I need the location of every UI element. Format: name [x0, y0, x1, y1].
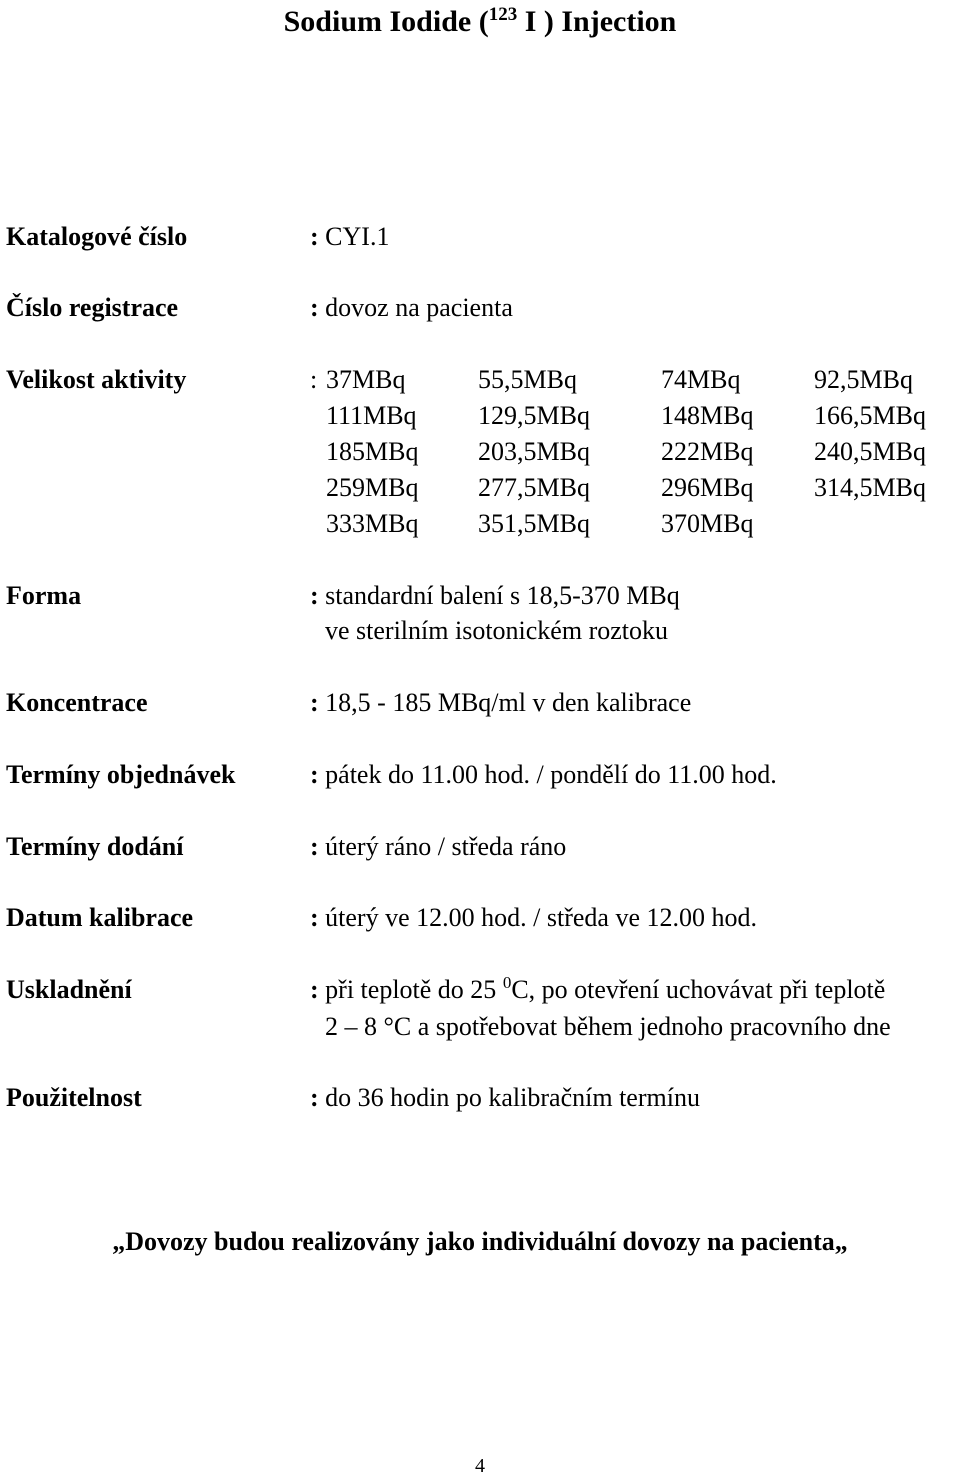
activity-value: 259MBq — [326, 473, 419, 502]
form-value: : standardní balení s 18,5-370 MBq — [310, 581, 680, 610]
activity-label: Velikost aktivity — [6, 365, 187, 394]
title-suffix: I ) Injection — [517, 5, 677, 38]
storage-label: Uskladnění — [6, 975, 132, 1004]
activity-value: 166,5MBq — [814, 401, 926, 430]
delivery-terms-label: Termíny dodání — [6, 832, 184, 861]
footer-note: „Dovozy budou realizovány jako individuální dovozy na pacienta„ — [112, 1227, 848, 1256]
activity-value: 111MBq — [326, 401, 417, 430]
order-terms-value: : pátek do 11.00 hod. / pondělí do 11.00 hod. — [310, 760, 777, 789]
activity-value: 185MBq — [326, 437, 419, 466]
calibration-date-label: Datum kalibrace — [6, 903, 194, 932]
page-title — [0, 2, 960, 42]
activity-value: 314,5MBq — [814, 473, 926, 502]
registration-label: Číslo registrace — [6, 293, 179, 322]
activity-value: 37MBq — [326, 365, 406, 394]
activity-value: 74MBq — [661, 365, 741, 394]
page-number: 4 — [475, 1455, 485, 1477]
title-prefix: Sodium Iodide ( — [283, 5, 489, 38]
title-superscript: 123 — [488, 4, 518, 25]
activity-value: 129,5MBq — [478, 401, 590, 430]
activity-value: 296MBq — [661, 473, 754, 502]
activity-value: 203,5MBq — [478, 437, 590, 466]
usability-label: Použitelnost — [6, 1083, 142, 1112]
activity-value: 148MBq — [661, 401, 754, 430]
activity-colon: : — [310, 365, 318, 394]
concentration-label: Koncentrace — [6, 688, 148, 717]
catalog-label: Katalogové číslo — [6, 222, 188, 251]
form-label: Forma — [6, 581, 82, 610]
activity-value: 240,5MBq — [814, 437, 926, 466]
activity-value: 55,5MBq — [478, 365, 577, 394]
activity-value: 370MBq — [661, 509, 754, 538]
concentration-value: : 18,5 - 185 MBq/ml v den kalibrace — [310, 688, 692, 717]
delivery-terms-value: : úterý ráno / středa ráno — [310, 832, 567, 861]
usability-value: : do 36 hodin po kalibračním termínu — [310, 1083, 700, 1112]
calibration-date-value: : úterý ve 12.00 hod. / středa ve 12.00 hod. — [310, 903, 757, 932]
activity-value: 351,5MBq — [478, 509, 590, 538]
storage-value: : při teplotě do 25 $^0$C, po otevření uchovávat při teplotě — [310, 973, 886, 1004]
activity-value: 222MBq — [661, 437, 754, 466]
registration-value: : dovoz na pacienta — [310, 293, 513, 322]
activity-value: 333MBq — [326, 509, 419, 538]
form-value-line2: ve sterilním isotonickém roztoku — [325, 616, 668, 645]
storage-value-line2: 2 – 8 °C a spotřebovat během jednoho pracovního dne — [325, 1012, 891, 1041]
activity-value: 92,5MBq — [814, 365, 913, 394]
order-terms-label: Termíny objednávek — [6, 760, 236, 789]
catalog-value: : CYI.1 — [310, 222, 390, 251]
activity-value: 277,5MBq — [478, 473, 590, 502]
